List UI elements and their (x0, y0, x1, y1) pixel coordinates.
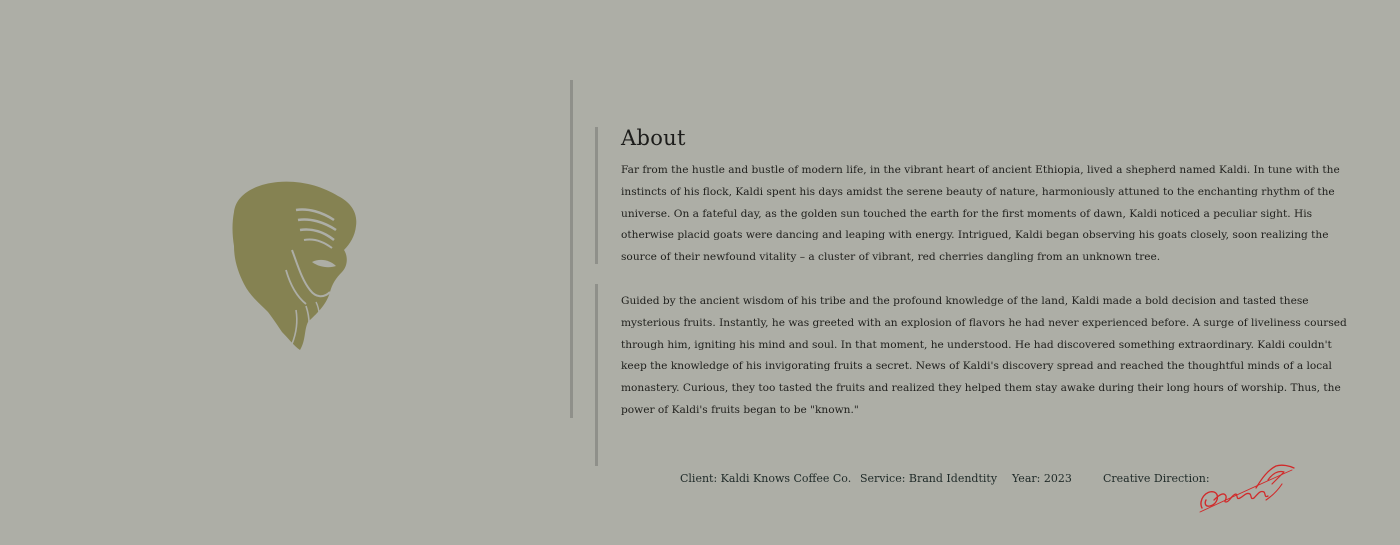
about-paragraph-1: Far from the hustle and bustle of modern life, in the vibrant heart of ancient Ethiopia, lived a shepherd named Kaldi. In tune with the instincts of his flock, Kaldi spent his days amidst the serene beauty of nature, harmoniously attuned to the enchanting rhythm of the universe. On a fateful day, as the golden sun touched the earth for the first moments of dawn, Kaldi noticed a peculiar sight. His otherwise placid goats were dancing and leaping with energy. Intrigued, Kaldi began observing his goats closely, soon realizing the source of their newfound vitality – a cluster of vibrant, red cherries dangling from an unknown tree. (621, 164, 1340, 264)
service-credit: Service: Brand Idendtity (860, 472, 998, 485)
about-paragraph-2: Guided by the ancient wisdom of his tribe and the profound knowledge of the land, Kaldi made a bold decision and tasted these mysterious fruits. Instantly, he was greeted with an explosion of flavors he had never experienced before. A surge of liveliness coursed through him, igniting his mind and soul. In that moment, he understood. He had discovered something extraordinary. Kaldi couldn't keep the knowledge of his invigorating fruits a secret. News of Kaldi's discovery spread and reached the thoughtful minds of a local monastery. Curious, they too tasted the fruits and realized they helped them stay awake during their long hours of worship. Thus, the power of Kaldi's fruits began to be "known." (621, 295, 1347, 416)
divider-line (570, 80, 573, 418)
divider-line (595, 127, 598, 264)
divider-line (595, 284, 598, 466)
year-credit: Year: 2023 (1012, 472, 1072, 485)
kaldi-face-logo-icon (226, 180, 360, 352)
about-title: About (621, 126, 686, 150)
signature-icon (1196, 460, 1300, 516)
creative-direction-credit: Creative Direction: (1103, 472, 1210, 485)
client-credit: Client: Kaldi Knows Coffee Co. (680, 472, 852, 485)
